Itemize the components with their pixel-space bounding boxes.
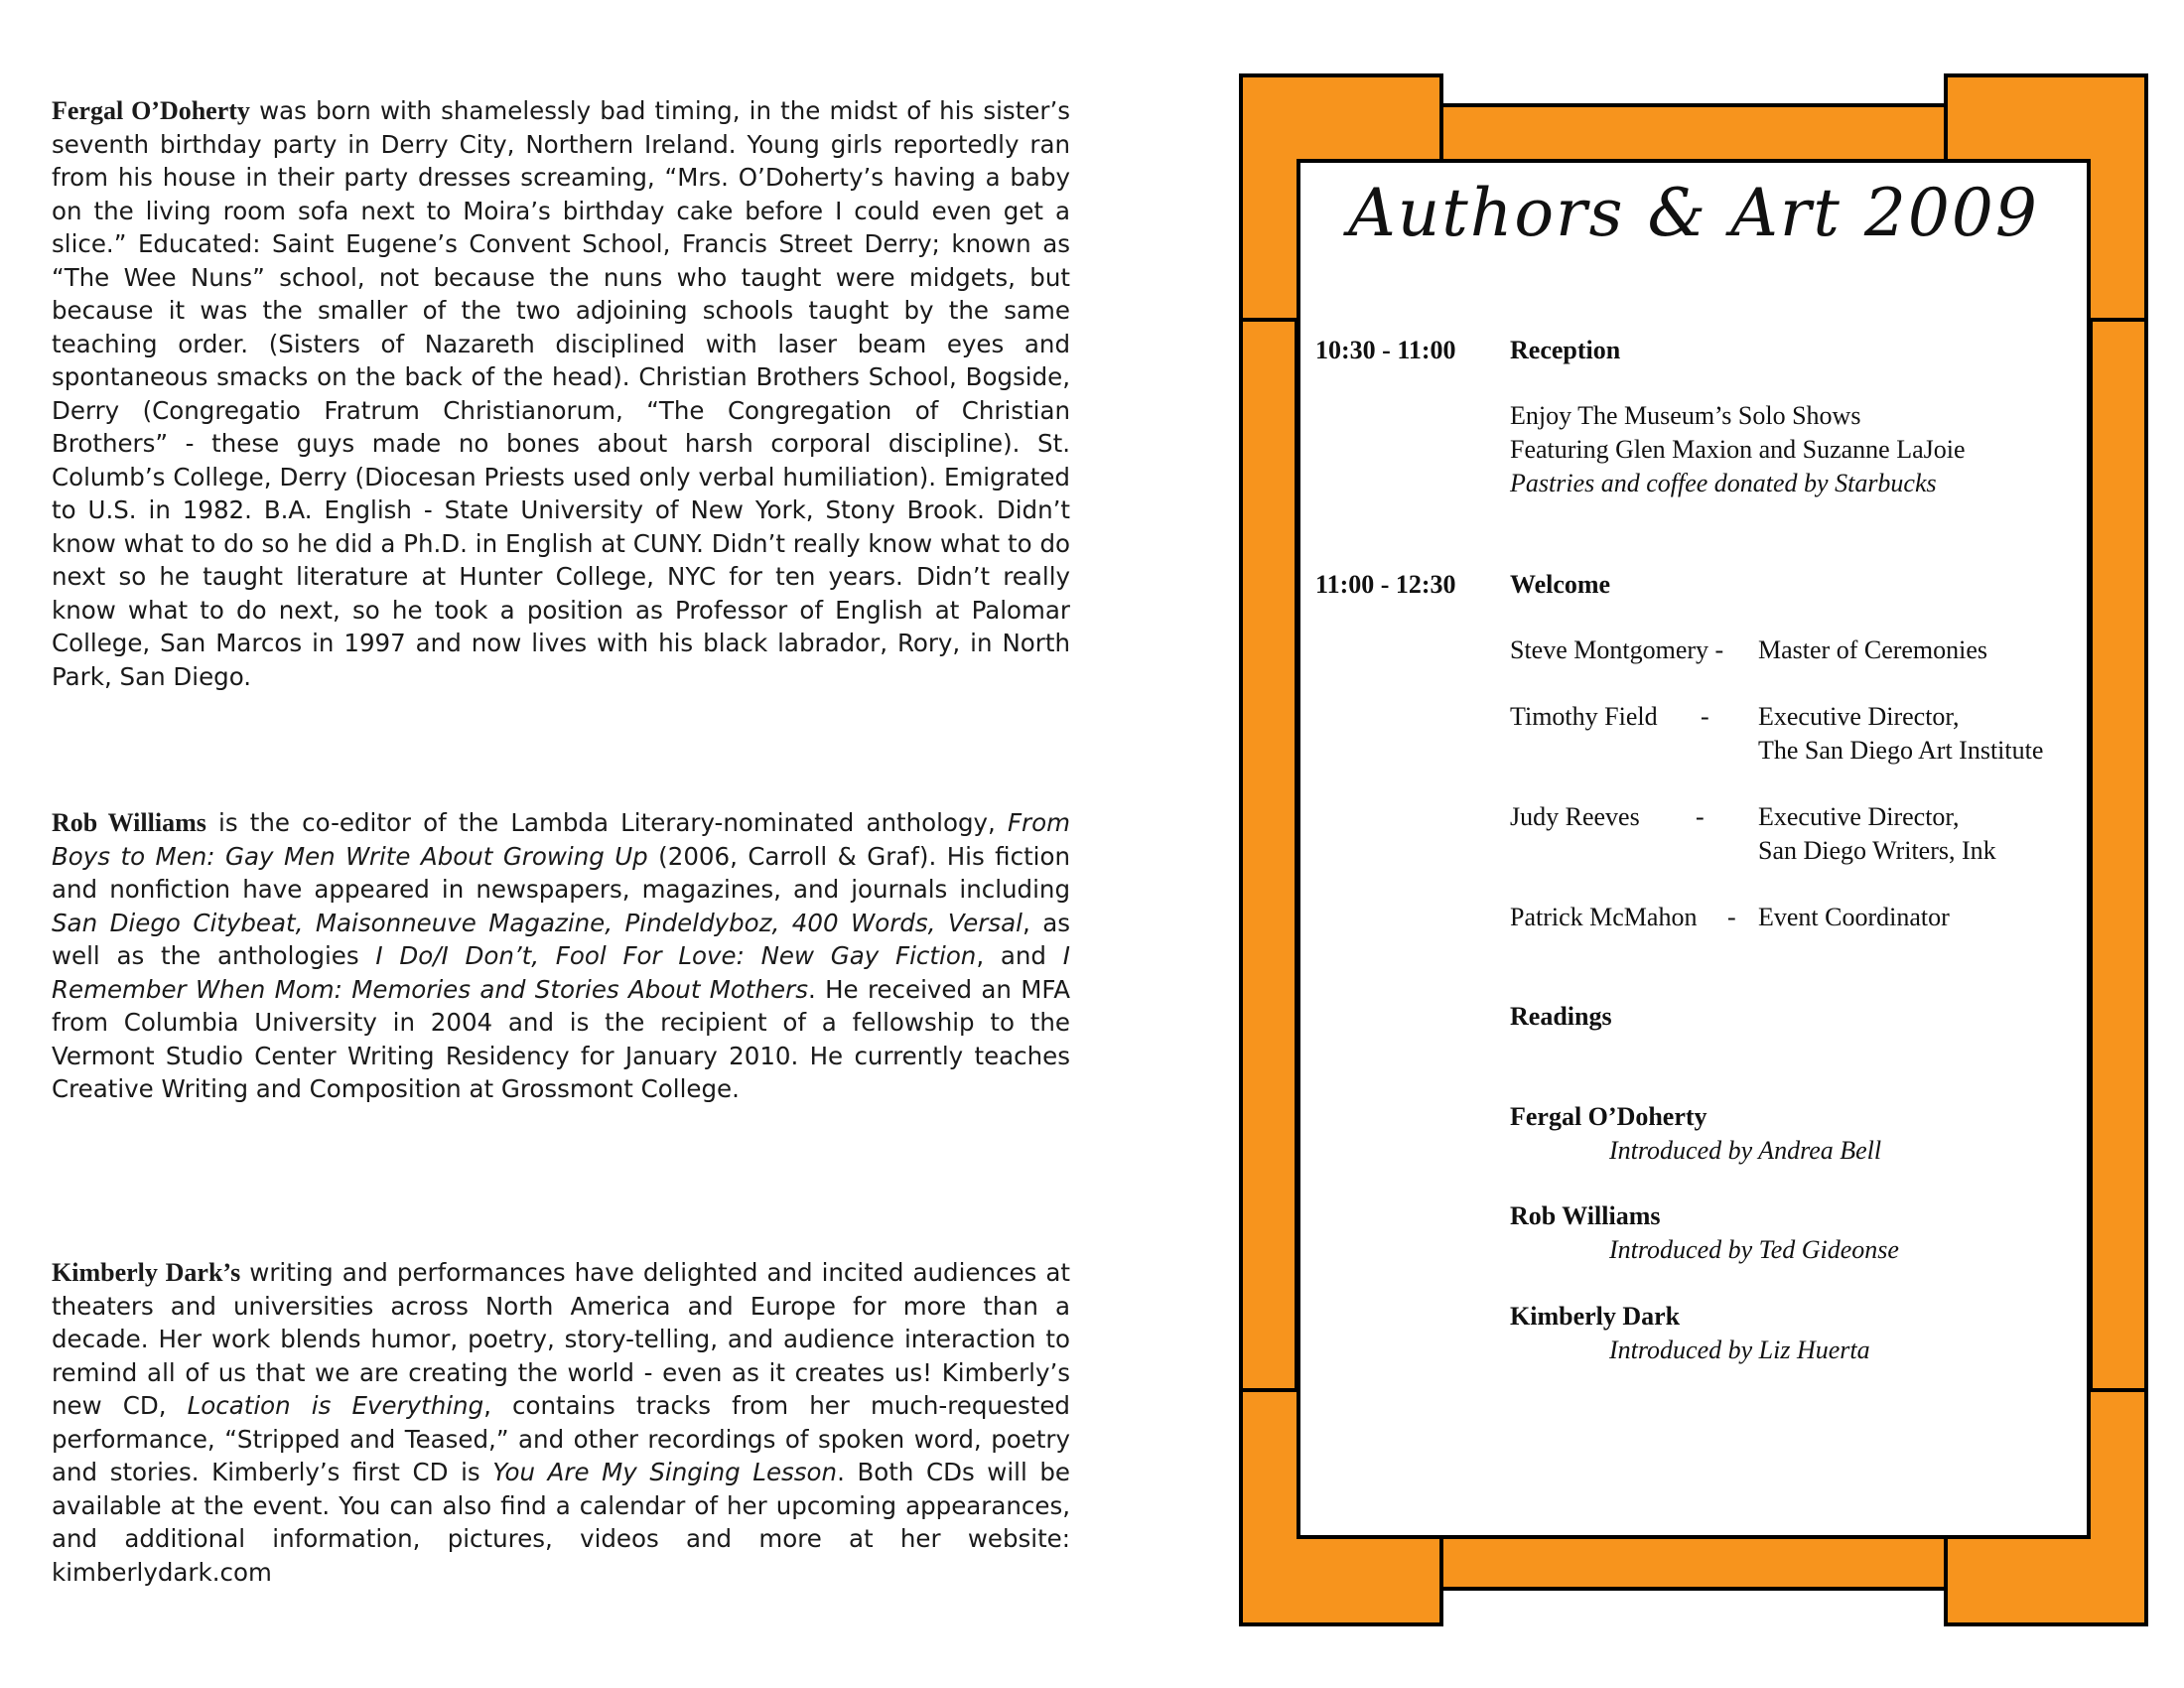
welcome-person-name: Judy Reeves bbox=[1510, 802, 1640, 831]
bio-text-run: . Both CDs will be available at the event. You can also find a calendar of her upcoming appearances, and additional information, pictures, videos and more at her website: kimberlydark.com bbox=[52, 1458, 1070, 1587]
bio-name: Kimberly Dark’s bbox=[52, 1258, 241, 1287]
frame-bar-top bbox=[1430, 103, 1956, 165]
bio-text-run: was born with shamelessly bad timing, in the midst of his sister’s seventh birthday party in Derry City, Northern Ireland. Young girls reportedly ran from his house in their party dresses screaming, “Mrs. O’Doherty’s having a baby on the living room sofa next to Moira’s birthday cake before I could even get a slice.” Educated: Saint Eugene’s Convent School, Francis Street Derry; known as “The Wee Nuns” school, not because the nuns who taught were midgets, but because it was the smaller of the two adjoining schools taught by the same teaching order. (Sisters of Nazareth disciplined with laser beam eyes and spontaneous smacks on the back of the head). Christian Brothers School, Bogside, Derry (Congregatio Fratrum Christianorum, “The Congregation of Christian Brothers” - these guys made no bones about harsh corporal discipline). St. Columb’s College, Derry (Diocesan Priests used only verbal humiliation). Emigrated to U.S. in 1982. B.A. English - State University of New York, Stony Brook. Didn’t know what to do so he did a Ph.D. in English at CUNY. Didn’t really know what to do next so he taught literature at Hunter College, NYC for ten years. Didn’t really know what to do next, so he took a position as Professor of English at Palomar College, San Marcos in 1997 and now lives with his black labrador, Rory, in North Park, San Diego. bbox=[52, 96, 1071, 691]
bio-title-italic: I Do/I Don’t, Fool For Love: New Gay Fiction bbox=[375, 941, 977, 970]
bio-kimberly-dark bbox=[52, 1256, 1070, 1589]
welcome-person-role: Master of Ceremonies bbox=[1758, 635, 1988, 664]
bio-text-run: , contains tracks from her much-requested performance, “Stripped and Teased,” and other recordings of spoken word, poetry and stories. Kimberly’s first CD is bbox=[52, 1391, 1070, 1486]
reader-name: Rob Williams bbox=[1510, 1201, 1661, 1230]
reception-line-1: Enjoy The Museum’s Solo Shows bbox=[1510, 401, 1861, 430]
reader-name: Fergal O’Doherty bbox=[1510, 1102, 1707, 1131]
reader-intro: Introduced by Ted Gideonse bbox=[1609, 1235, 1899, 1264]
reception-time: 10:30 - 11:00 bbox=[1315, 336, 1456, 364]
bio-rob-williams bbox=[52, 806, 1070, 1106]
welcome-person-dash: - bbox=[1727, 903, 1736, 931]
bio-text-run: . He received an MFA from Columbia University in 2004 and is the recipient of a fellowship to the Vermont Studio Center Writing Residency for January 2010. He currently teaches Creative Writing and Composition at Grossmont College. bbox=[52, 974, 1070, 1103]
bio-name: Fergal O’Doherty bbox=[52, 96, 250, 125]
bio-text-run: (2006, Carroll & Graf). His fiction and nonfiction have appeared in newspapers, magazines, and journals including bbox=[52, 841, 1070, 904]
reader-name: Kimberly Dark bbox=[1510, 1302, 1681, 1331]
welcome-person-name: Steve Montgomery - bbox=[1510, 635, 1724, 664]
bio-title-italic: Location is Everything bbox=[187, 1391, 484, 1420]
bio-text-run: writing and performances have delighted and incited audiences at theaters and universities across North America and Europe for more than a decade. Her work blends humor, poetry, story-telling, and audience interaction to remind all of us that we are creating the world - even as it creates us! Kimberly’s new CD, bbox=[52, 1258, 1070, 1420]
reception-line-3: Pastries and coffee donated by Starbucks bbox=[1510, 469, 1937, 497]
frame-bar-left bbox=[1239, 298, 1298, 1400]
bio-text bbox=[52, 96, 1070, 691]
bio-title-italic: I Remember When Mom: Memories and Stories About Mothers bbox=[52, 941, 1070, 1004]
welcome-person-name: Patrick McMahon bbox=[1510, 903, 1698, 931]
bio-text bbox=[52, 1258, 1070, 1587]
bio-title-italic: You Are My Singing Lesson bbox=[492, 1458, 838, 1486]
bio-text-run: , as well as the anthologies bbox=[52, 908, 1070, 970]
bio-title-italic: From Boys to Men: Gay Men Write About Growing Up bbox=[52, 808, 1070, 871]
reader-intro: Introduced by Andrea Bell bbox=[1609, 1136, 1882, 1165]
bio-title-italic: San Diego Citybeat, Maisonneuve Magazine, Pindeldyboz, 400 Words, Versal bbox=[52, 908, 1023, 937]
reception-line-2: Featuring Glen Maxion and Suzanne LaJoie bbox=[1510, 435, 1966, 464]
reader-intro: Introduced by Liz Huerta bbox=[1609, 1336, 1870, 1364]
welcome-time: 11:00 - 12:30 bbox=[1315, 570, 1456, 599]
program-title: Authors & Art 2009 bbox=[1348, 175, 2039, 251]
welcome-person-role: Executive Director, bbox=[1758, 702, 1960, 731]
welcome-label: Welcome bbox=[1510, 570, 1611, 599]
welcome-person-dash: - bbox=[1696, 802, 1705, 831]
welcome-person-role: Executive Director, bbox=[1758, 802, 1960, 831]
frame-bar-right bbox=[2089, 298, 2148, 1400]
reception-label: Reception bbox=[1510, 336, 1621, 364]
bio-text bbox=[52, 808, 1070, 1103]
bio-text-run: , and bbox=[976, 941, 1063, 970]
welcome-person-role-line2: San Diego Writers, Ink bbox=[1758, 836, 1996, 865]
readings-label: Readings bbox=[1510, 1002, 1612, 1031]
bio-fergal-odoherty bbox=[52, 94, 1070, 693]
welcome-person-role: Event Coordinator bbox=[1758, 903, 1950, 931]
bio-name: Rob Williams bbox=[52, 808, 206, 837]
welcome-person-role-line2: The San Diego Art Institute bbox=[1758, 736, 2044, 765]
welcome-person-name: Timothy Field bbox=[1510, 702, 1658, 731]
bio-text-run: is the co-editor of the Lambda Literary-nominated anthology, bbox=[205, 808, 1008, 837]
welcome-person-dash: - bbox=[1701, 702, 1709, 731]
